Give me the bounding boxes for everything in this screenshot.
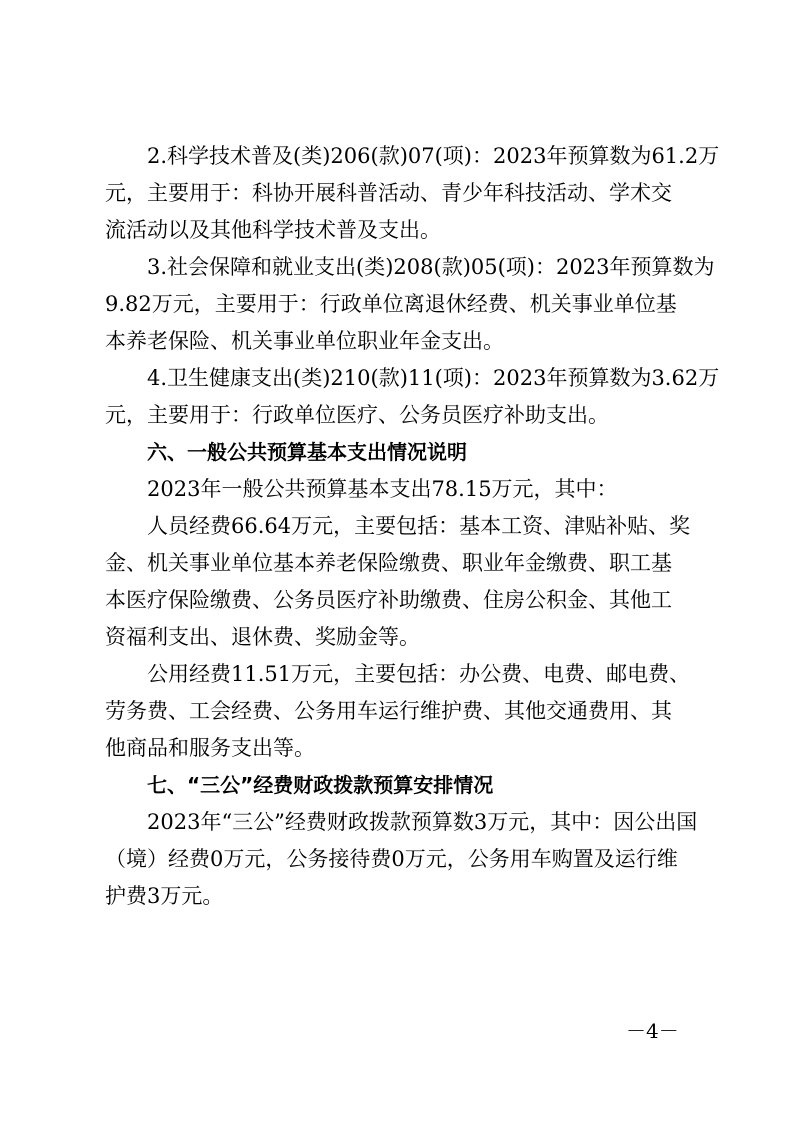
text-line: 2023年一般公共预算基本支出78.15万元，其中： <box>147 477 618 501</box>
section-heading-6: 六、一般公共预算基本支出情况说明 <box>147 440 467 464</box>
text-line: 元，主要用于：科协开展科普活动、青少年科技活动、学术交 <box>105 181 672 205</box>
paragraph-basic-expenditure <box>147 471 689 508</box>
text-line: 护费3万元。 <box>105 884 224 908</box>
text-line: 金、机关事业单位基本养老保险缴费、职业年金缴费、职工基 <box>105 551 672 575</box>
text-line: 本医疗保险缴费、公务员医疗补助缴费、住房公积金、其他工 <box>105 588 672 612</box>
paragraph-personnel-expenses <box>105 508 691 656</box>
text-line: 劳务费、工会经费、公务用车运行维护费、其他交通费用、其 <box>105 699 672 723</box>
paragraph-health <box>105 360 720 434</box>
text-line: 2.科学技术普及(类)206(款)07(项)：2023年预算数为61.2万 <box>147 144 720 168</box>
page-number: －4－ <box>626 1019 679 1043</box>
text-line: 公用经费11.51万元，主要包括：办公费、电费、邮电费、 <box>147 662 691 686</box>
text-line: 4.卫生健康支出(类)210(款)11(项)：2023年预算数为3.62万 <box>147 366 720 390</box>
text-line: （境）经费0万元，公务接待费0万元，公务用车购置及运行维 <box>105 847 678 871</box>
document-body <box>105 138 720 915</box>
paragraph-science-popularization <box>105 138 720 249</box>
text-line: 9.82万元，主要用于：行政单位离退休经费、机关事业单位基 <box>105 292 677 316</box>
text-line: 流活动以及其他科学技术普及支出。 <box>105 218 441 242</box>
text-line: 资福利支出、退休费、奖励金等。 <box>105 625 420 649</box>
text-line: 元，主要用于：行政单位医疗、公务员医疗补助支出。 <box>105 403 609 427</box>
text-line: 人员经费66.64万元，主要包括：基本工资、津贴补贴、奖 <box>147 514 691 538</box>
text-line: 2023年“三公”经费财政拨款预算数3万元，其中：因公出国 <box>147 810 698 834</box>
paragraph-social-security <box>105 249 715 360</box>
text-line: 本养老保险、机关事业单位职业年金支出。 <box>105 329 504 353</box>
text-line: 他商品和服务支出等。 <box>105 736 315 760</box>
section-heading-7: 七、“三公”经费财政拨款预算安排情况 <box>147 773 494 797</box>
text-line: 3.社会保障和就业支出(类)208(款)05(项)：2023年预算数为 <box>147 255 715 279</box>
paragraph-public-expenses <box>105 656 691 767</box>
paragraph-three-public-expenses <box>105 804 698 915</box>
